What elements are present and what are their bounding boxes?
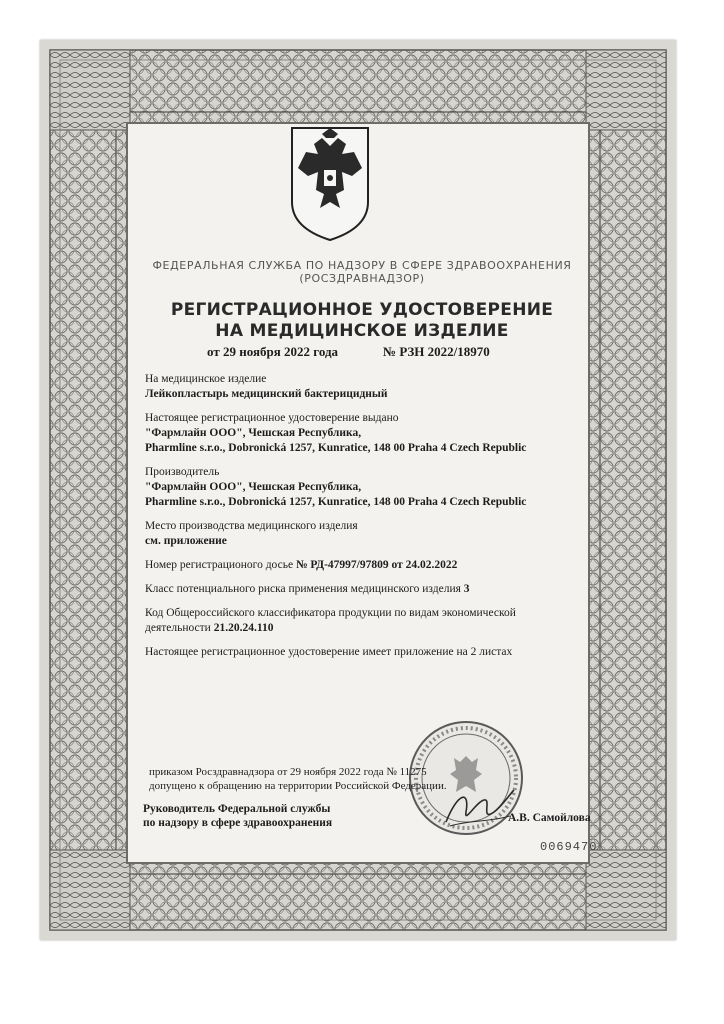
signatory-title-line2: по надзору в сфере здравоохранения (143, 817, 333, 829)
order-reference: приказом Росздравнадзора от 29 ноября 2022 года № 11275 (149, 766, 427, 778)
production-place-value: см. приложение (145, 535, 227, 547)
document-subtitle: НА МЕДИЦИНСКОЕ ИЗДЕЛИЕ (215, 321, 509, 341)
coat-of-arms-icon (288, 124, 372, 244)
manufacturer-section (145, 465, 585, 510)
okpd-label: Код Общероссийского классификатора продукции по видам экономической (145, 607, 516, 619)
device-label: На медицинское изделие (145, 373, 267, 385)
okpd-value: 21.20.24.110 (213, 622, 274, 634)
issued-label: Настоящее регистрационное удостоверение выдано (145, 412, 399, 424)
agency-abbreviation: (РОСЗДРАВНАДЗОР) (299, 272, 425, 285)
admission-statement: допущено к обращению на территории Российской Федерации. (149, 780, 447, 792)
signatory-title (143, 802, 383, 830)
issued-holder-line1: "Фармлайн ООО", Чешская Республика, (145, 427, 362, 439)
signature (440, 782, 520, 832)
device-name: Лейкопластырь медицинский бактерицидный (145, 388, 388, 400)
okpd-label-cont: деятельности (145, 622, 214, 634)
issued-holder-line2: Pharmline s.r.o., Dobronická 1257, Kunratice, 148 00 Praha 4 Czech Republic (145, 442, 527, 454)
annex-note (145, 645, 585, 660)
okpd-section (145, 606, 585, 636)
agency-name: ФЕДЕРАЛЬНАЯ СЛУЖБА ПО НАДЗОРУ В СФЕРЕ ЗДРАВООХРАНЕНИЯ (152, 259, 572, 272)
annex-text: Настоящее регистрационное удостоверение имеет приложение на 2 листах (145, 646, 513, 658)
issue-date: от 29 ноября 2022 года (207, 344, 339, 359)
dossier-label: Номер регистрационого досье (145, 559, 296, 571)
certificate-body (145, 372, 585, 669)
risk-class-label: Класс потенциального риска применения медицинского изделия (145, 583, 464, 595)
dossier-section (145, 558, 585, 573)
risk-class-section (145, 582, 585, 597)
manufacturer-label: Производитель (145, 466, 220, 478)
signatory-name: А.В. Самойлова (508, 812, 591, 824)
serial-number: 0069470 (540, 840, 598, 854)
issued-section (145, 411, 585, 456)
manufacturer-line2: Pharmline s.r.o., Dobronická 1257, Kunratice, 148 00 Praha 4 Czech Republic (145, 496, 527, 508)
risk-class-value: 3 (463, 583, 470, 595)
manufacturer-line1: "Фармлайн ООО", Чешская Республика, (145, 481, 362, 493)
production-place-label: Место производства медицинского изделия (145, 520, 358, 532)
registration-number: № РЗН 2022/18970 (383, 344, 490, 359)
device-section (145, 372, 585, 402)
signatory-title-line1: Руководитель Федеральной службы (143, 803, 331, 815)
dossier-value: № РД-47997/97809 от 24.02.2022 (295, 559, 458, 571)
document-title: РЕГИСТРАЦИОННОЕ УДОСТОВЕРЕНИЕ (170, 300, 554, 320)
production-place-section (145, 519, 585, 549)
